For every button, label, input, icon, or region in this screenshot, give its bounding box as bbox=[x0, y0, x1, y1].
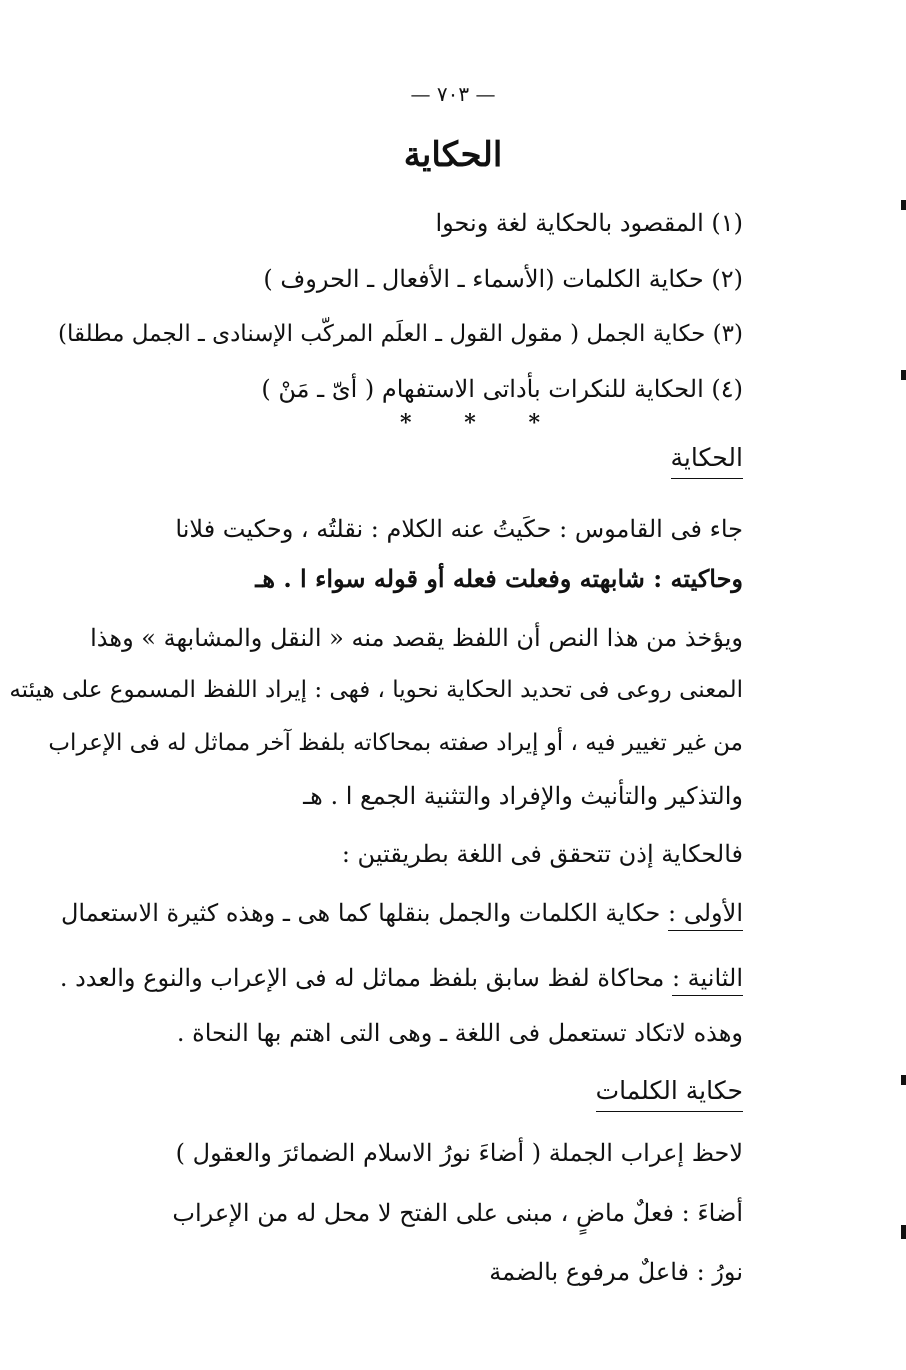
paragraph-line: فالحكاية إذن تتحقق فى اللغة بطريقتين : bbox=[341, 840, 743, 868]
paragraph-line: لاحظ إعراب الجملة ( أضاءَ نورُ الاسلام الضمائرَ والعقول ) bbox=[175, 1139, 743, 1167]
first-method-label: الأولى : bbox=[668, 899, 743, 931]
paragraph-line: جاء فى القاموس : حكَيتُ عنه الكلام : نقلتُه ، وحكيت فلانا bbox=[175, 515, 743, 543]
paragraph-line: نورُ : فاعلٌ مرفوع بالضمة bbox=[489, 1258, 743, 1286]
paragraph-line: من غير تغيير فيه ، أو إيراد صفته بمحاكاته بلفظ آخر مماثل له فى الإعراب bbox=[48, 730, 743, 756]
section-heading-kalimat: حكاية الكلمات bbox=[596, 1075, 743, 1112]
second-method-line bbox=[60, 962, 743, 994]
second-method-text: محاكاة لفظ سابق بلفظ مماثل له فى الإعراب والنوع والعدد . bbox=[59, 964, 672, 992]
outline-item-3: (٣) حكاية الجمل ( مقول القول ـ العلَم المركّب الإسنادى ـ الجمل مطلقا) bbox=[58, 321, 743, 347]
separator-star: * bbox=[528, 410, 540, 436]
second-method-label: الثانية : bbox=[672, 964, 743, 996]
paragraph-line: وحاكيته : شابهته وفعلت فعله أو قوله سواء ا . هـ bbox=[255, 564, 743, 593]
outline-item-4: (٤) الحكاية للنكرات بأداتى الاستفهام ( أىّ ـ مَنْ ) bbox=[261, 375, 743, 403]
scan-edge-mark bbox=[901, 370, 906, 380]
page-number: — ٧٠٣ — bbox=[410, 82, 496, 106]
section-heading-hikaya: الحكاية bbox=[671, 442, 744, 479]
first-method-line bbox=[61, 897, 743, 929]
scan-edge-mark bbox=[901, 1075, 906, 1085]
outline-item-1: (١) المقصود بالحكاية لغة ونحوا bbox=[435, 209, 743, 237]
outline-item-2: (٢) حكاية الكلمات (الأسماء ـ الأفعال ـ الحروف ) bbox=[263, 265, 743, 293]
scan-edge-mark bbox=[901, 200, 906, 210]
chapter-title: الحكاية bbox=[403, 135, 503, 175]
paragraph-line: المعنى روعى فى تحديد الحكاية نحويا ، فهى : إيراد اللفظ المسموع على هيئته bbox=[9, 677, 743, 703]
section-separator bbox=[400, 410, 540, 436]
paragraph-line: والتذكير والتأنيث والإفراد والتثنية الجمع ا . هـ bbox=[303, 782, 743, 810]
separator-star: * bbox=[464, 410, 476, 436]
separator-star: * bbox=[400, 410, 412, 436]
paragraph-line: ويؤخذ من هذا النص أن اللفظ يقصد منه « النقل والمشابهة » وهذا bbox=[90, 624, 743, 652]
first-method-text: حكاية الكلمات والجمل بنقلها كما هى ـ وهذه كثيرة الاستعمال bbox=[60, 899, 669, 927]
paragraph-line: أضاءَ : فعلٌ ماضٍ ، مبنى على الفتح لا محل له من الإعراب bbox=[172, 1199, 743, 1227]
paragraph-line: وهذه لاتكاد تستعمل فى اللغة ـ وهى التى اهتم بها النحاة . bbox=[176, 1019, 743, 1047]
scan-edge-mark bbox=[901, 1225, 906, 1239]
